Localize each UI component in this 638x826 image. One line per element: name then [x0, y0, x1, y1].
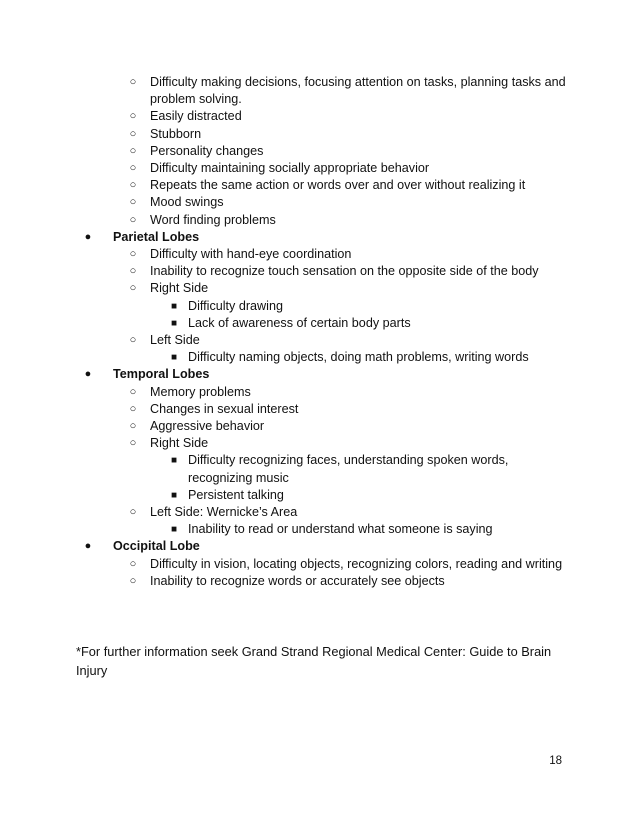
list-item-text: Left Side — [150, 333, 200, 348]
list-item — [0, 143, 638, 160]
list-item — [0, 246, 638, 263]
list-item — [0, 212, 638, 229]
list-item-text: Persistent talking — [188, 487, 284, 502]
list-item — [0, 315, 638, 332]
list-item-text: Difficulty drawing — [188, 298, 283, 313]
hollow-circle-bullet-icon: ○ — [129, 110, 137, 123]
section-heading — [0, 229, 638, 246]
footnote: *For further information seek Grand Strand Regional Medical Center: Guide to Brain Injury — [76, 644, 552, 678]
list-item-text: Easily distracted — [150, 109, 242, 124]
section-heading — [0, 366, 638, 383]
list-item-text: Word finding problems — [150, 212, 276, 227]
list-item — [0, 573, 638, 590]
square-bullet-icon: ■ — [170, 489, 178, 501]
list-item-text: Aggressive behavior — [150, 419, 265, 434]
hollow-circle-bullet-icon: ○ — [129, 506, 137, 519]
list-item — [0, 556, 638, 573]
filled-bullet-icon: ● — [84, 230, 92, 243]
list-item — [0, 349, 638, 366]
section-heading — [0, 538, 638, 555]
list-item — [0, 504, 638, 521]
hollow-circle-bullet-icon: ○ — [129, 144, 137, 157]
hollow-circle-bullet-icon: ○ — [129, 179, 137, 192]
list-item-text: Stubborn — [150, 126, 202, 141]
hollow-circle-bullet-icon: ○ — [129, 76, 137, 88]
square-bullet-icon: ■ — [170, 352, 178, 364]
square-bullet-icon: ■ — [170, 524, 178, 536]
list-item-text: Personality changes — [150, 143, 264, 158]
hollow-circle-bullet-icon: ○ — [129, 574, 137, 587]
list-item — [0, 74, 638, 108]
list-item — [0, 332, 638, 349]
list-item — [0, 298, 638, 315]
list-item-text: Parietal Lobes — [113, 229, 200, 244]
list-item-text: Repeats the same action or words over and over without realizing it — [150, 178, 526, 193]
hollow-circle-bullet-icon: ○ — [129, 334, 137, 347]
hollow-circle-bullet-icon: ○ — [129, 385, 137, 398]
hollow-circle-bullet-icon: ○ — [129, 420, 137, 433]
list-item-text: Inability to recognize touch sensation on the opposite side of the body — [150, 264, 539, 279]
list-item-text: Difficulty making decisions, focusing attention on tasks, planning tasks and problem solving. — [150, 75, 566, 107]
hollow-circle-bullet-icon: ○ — [129, 557, 137, 570]
hollow-circle-bullet-icon: ○ — [129, 265, 137, 278]
list-item-text: Occipital Lobe — [113, 539, 200, 554]
list-item-text: Right Side — [150, 436, 209, 451]
list-item-text: Mood swings — [150, 195, 224, 210]
hollow-circle-bullet-icon: ○ — [129, 213, 137, 226]
list-item — [0, 263, 638, 280]
square-bullet-icon: ■ — [170, 455, 178, 467]
list-item-text: Difficulty maintaining socially appropriate behavior — [150, 161, 430, 176]
list-item-text: Changes in sexual interest — [150, 401, 299, 416]
list-item — [0, 401, 638, 418]
list-item — [0, 280, 638, 297]
list-item — [0, 177, 638, 194]
hollow-circle-bullet-icon: ○ — [129, 127, 137, 140]
list-item — [0, 126, 638, 143]
list-item-text: Difficulty naming objects, doing math problems, writing words — [188, 350, 529, 365]
list-item-text: Left Side: Wernicke’s Area — [150, 505, 298, 520]
hollow-circle-bullet-icon: ○ — [129, 196, 137, 209]
list-item — [0, 521, 638, 538]
list-item — [0, 435, 638, 452]
list-item — [0, 194, 638, 211]
hollow-circle-bullet-icon: ○ — [129, 402, 137, 415]
filled-bullet-icon: ● — [84, 368, 92, 381]
square-bullet-icon: ■ — [170, 317, 178, 329]
hollow-circle-bullet-icon: ○ — [129, 437, 137, 450]
list-item-text: Inability to read or understand what someone is saying — [188, 522, 493, 537]
list-item-text: Inability to recognize words or accurately see objects — [150, 573, 445, 588]
list-item-text: Difficulty in vision, locating objects, recognizing colors, reading and writing — [150, 556, 563, 571]
list-item — [0, 487, 638, 504]
hollow-circle-bullet-icon: ○ — [129, 248, 137, 261]
square-bullet-icon: ■ — [170, 300, 178, 312]
list-item-text: Temporal Lobes — [113, 367, 210, 382]
list-item — [0, 452, 638, 486]
list-item — [0, 384, 638, 401]
hollow-circle-bullet-icon: ○ — [129, 282, 137, 295]
page-number: 18 — [549, 755, 562, 767]
list-item-text: Difficulty with hand-eye coordination — [150, 247, 352, 262]
outline-list — [0, 74, 638, 590]
hollow-circle-bullet-icon: ○ — [129, 162, 137, 175]
filled-bullet-icon: ● — [84, 540, 92, 553]
list-item — [0, 108, 638, 125]
list-item-text: Right Side — [150, 281, 209, 296]
list-item-text: Lack of awareness of certain body parts — [188, 315, 411, 330]
list-item — [0, 418, 638, 435]
list-item — [0, 160, 638, 177]
list-item-text: Memory problems — [150, 384, 251, 399]
list-item-text: Difficulty recognizing faces, understanding spoken words, recognizing music — [188, 453, 509, 485]
